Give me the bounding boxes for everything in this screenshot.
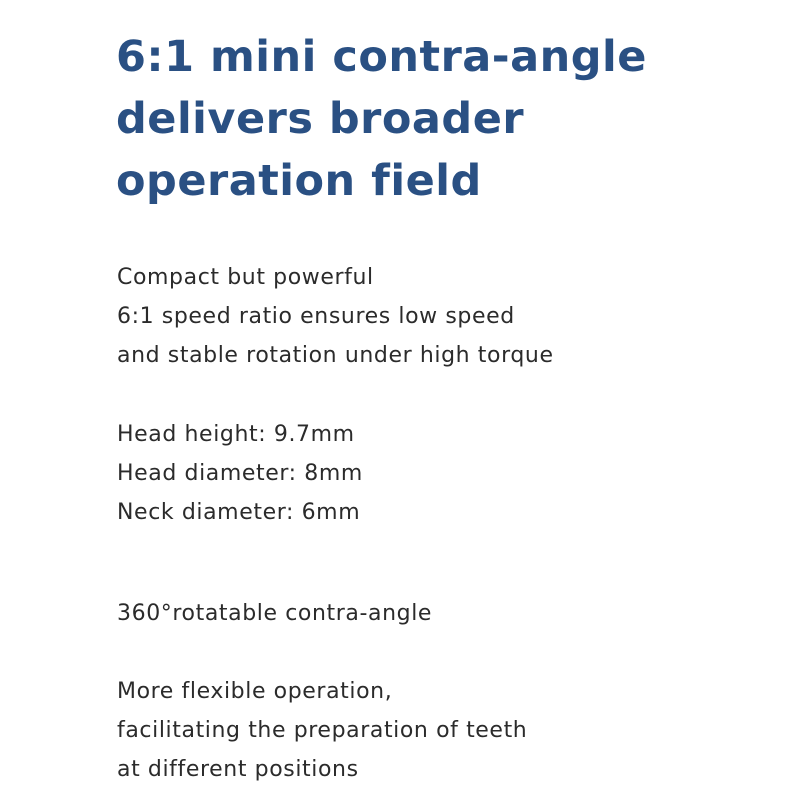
- rotation-text: [117, 594, 432, 633]
- intro-line: and stable rotation under high torque: [117, 343, 554, 368]
- headline-line: delivers broader: [116, 94, 525, 144]
- rotation-line: 360°rotatable contra-angle: [117, 601, 433, 626]
- flexibility-line: facilitating the preparation of teeth: [117, 718, 528, 743]
- spec-neck-diameter: Neck diameter: 6mm: [117, 500, 361, 525]
- flexibility-line: at different positions: [117, 757, 359, 782]
- headline-line: 6:1 mini contra-angle: [116, 32, 647, 82]
- intro-line: Compact but powerful: [117, 265, 374, 290]
- flexibility-text: [117, 672, 527, 789]
- headline: [116, 26, 647, 212]
- intro-line: 6:1 speed ratio ensures low speed: [117, 304, 515, 329]
- spec-head-diameter: Head diameter: 8mm: [117, 461, 363, 486]
- intro-text: [117, 258, 554, 375]
- headline-line: operation field: [116, 156, 482, 206]
- spec-head-height: Head height: 9.7mm: [117, 422, 355, 447]
- flexibility-line: More flexible operation,: [117, 679, 393, 704]
- specs-text: [117, 415, 363, 532]
